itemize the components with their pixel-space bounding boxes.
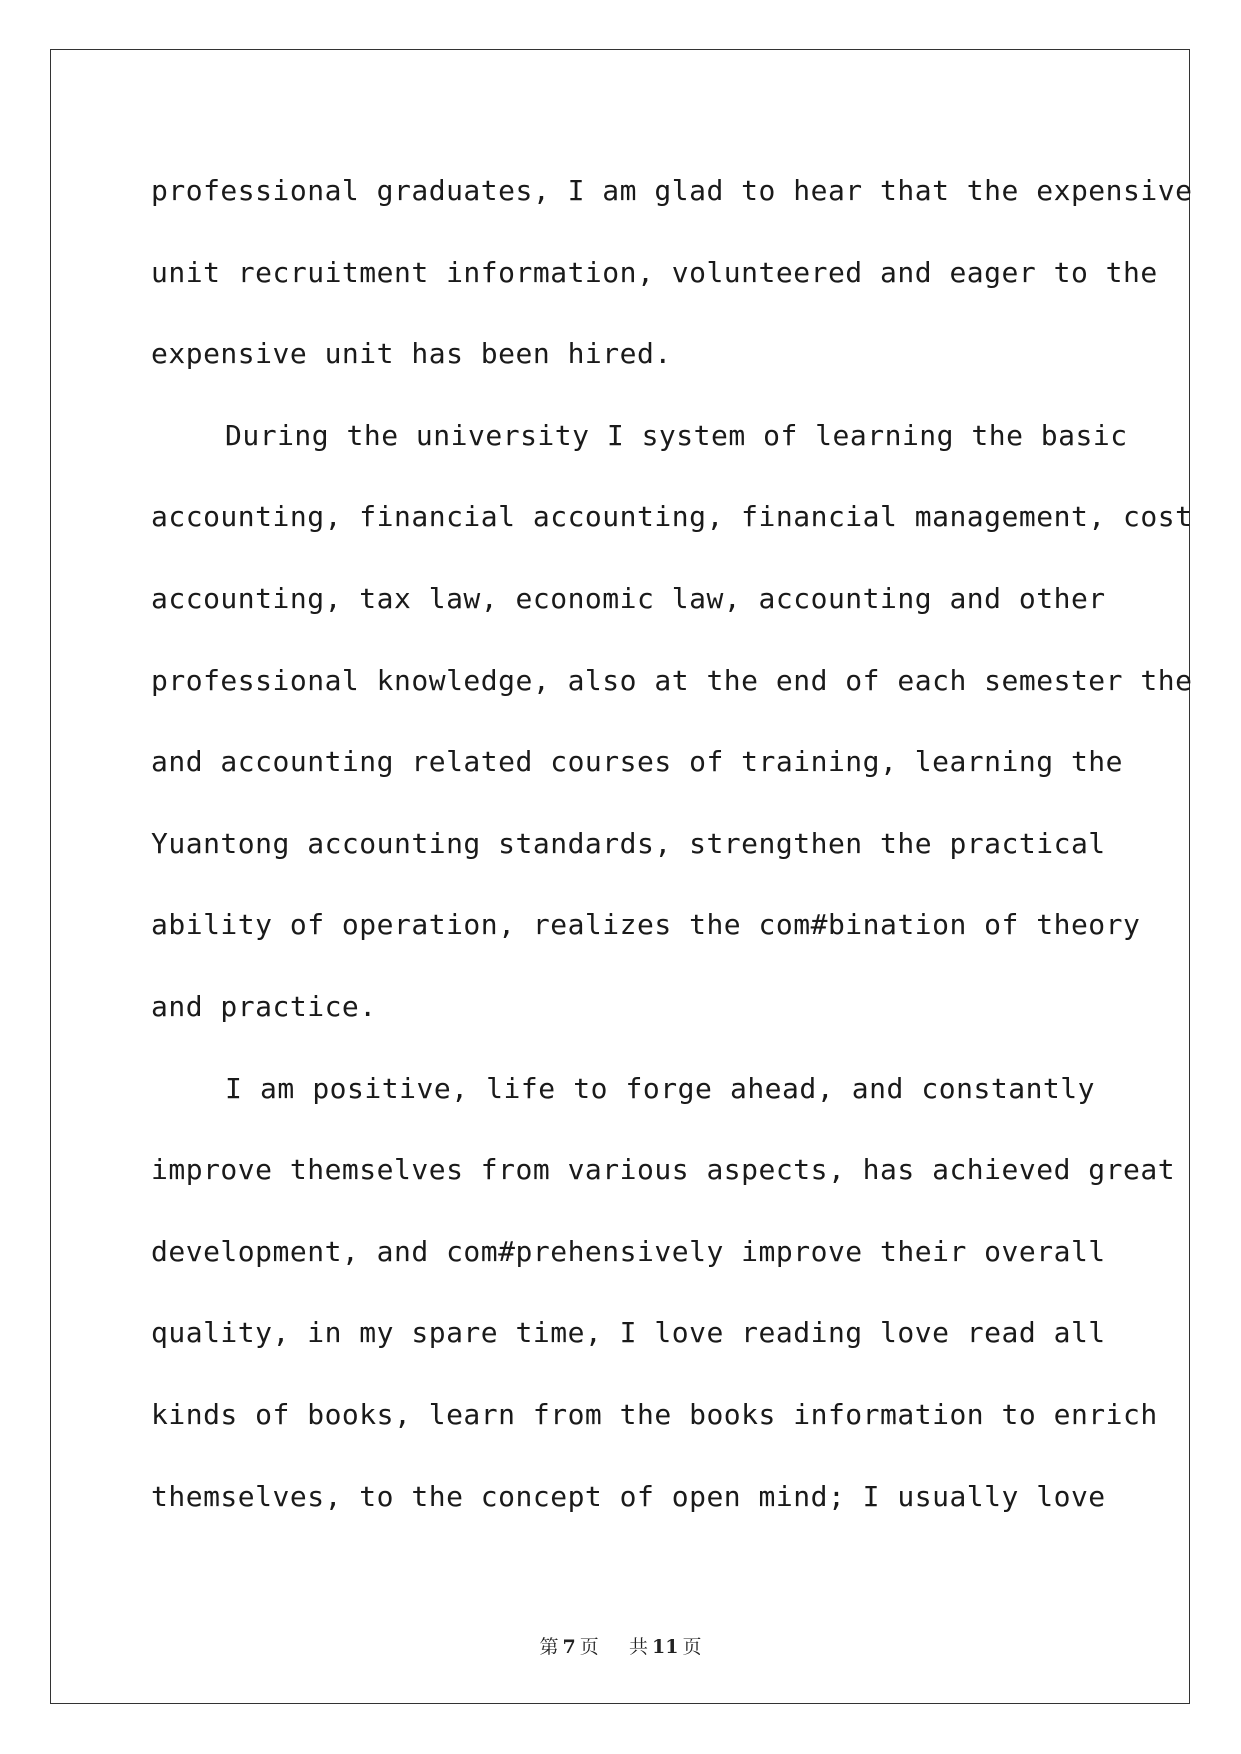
page-number: 7 <box>562 1636 576 1658</box>
footer-prefix: 第 <box>539 1636 559 1658</box>
text-line: expensive unit has been hired. <box>151 337 672 371</box>
footer-page-suffix: 页 <box>579 1636 599 1658</box>
text-line: development, and com#prehensively improve their overall <box>151 1234 1106 1268</box>
text-line: unit recruitment information, volunteered and eager to the <box>151 255 1158 289</box>
text-line: ability of operation, realizes the com#bination of theory <box>151 908 1141 942</box>
footer-total-prefix: 共 <box>628 1636 648 1658</box>
text-line: quality, in my spare time, I love reading love read all <box>151 1316 1106 1350</box>
text-line: accounting, financial accounting, financial management, cost <box>151 500 1193 534</box>
document-body <box>151 150 1193 1537</box>
page-footer <box>0 1632 1241 1659</box>
text-line: kinds of books, learn from the books information to enrich <box>151 1397 1158 1431</box>
text-line: I am positive, life to forge ahead, and constantly <box>225 1071 1095 1105</box>
text-line: and practice. <box>151 989 377 1023</box>
text-line: Yuantong accounting standards, strengthen the practical <box>151 826 1106 860</box>
text-line: During the university I system of learning the basic <box>225 418 1128 452</box>
page-total: 11 <box>651 1636 679 1658</box>
footer-total-suffix: 页 <box>682 1636 702 1658</box>
text-line: professional knowledge, also at the end of each semester the <box>151 663 1193 697</box>
text-line: accounting, tax law, economic law, accounting and other <box>151 581 1106 615</box>
text-line: and accounting related courses of training, learning the <box>151 745 1124 779</box>
text-line: professional graduates, I am glad to hear that the expensive <box>151 174 1193 207</box>
text-line: improve themselves from various aspects, has achieved great <box>151 1153 1176 1187</box>
text-line: themselves, to the concept of open mind; I usually love <box>151 1479 1106 1513</box>
